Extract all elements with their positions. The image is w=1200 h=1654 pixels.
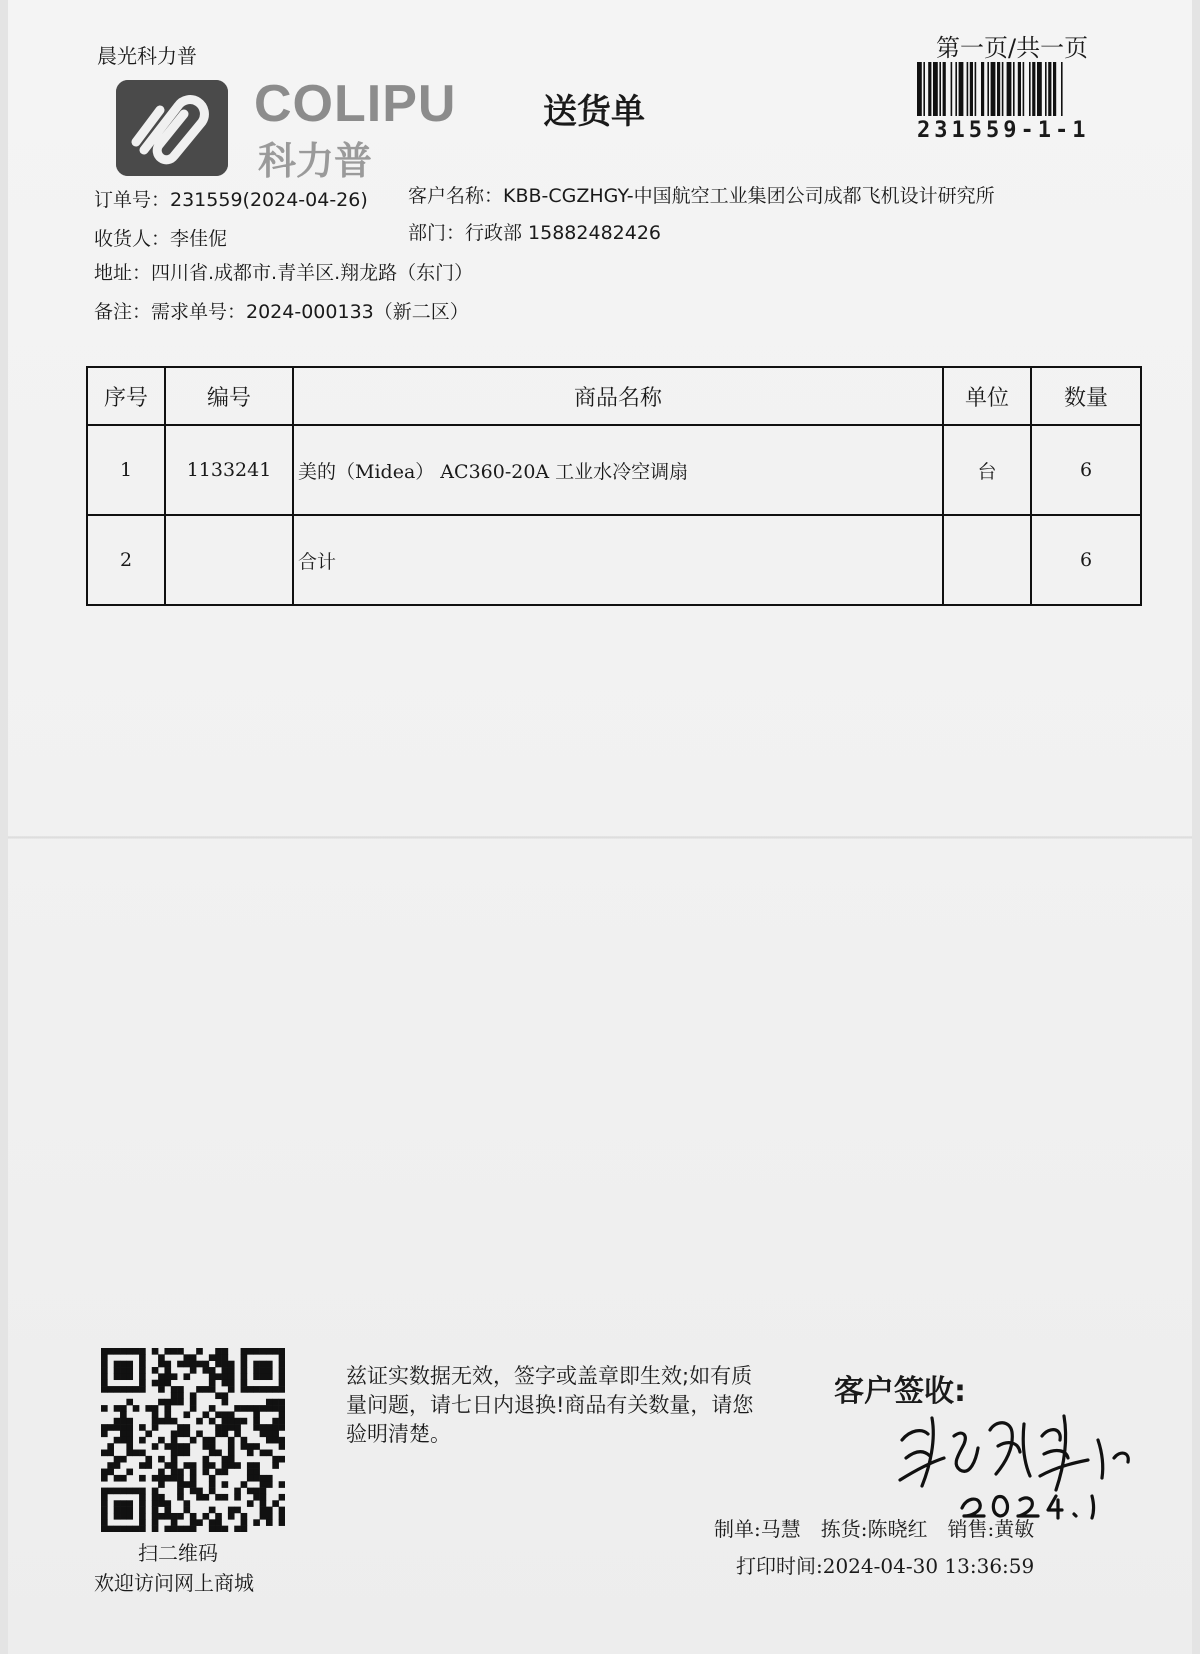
barcode-number: 231559-1-1 <box>917 118 1090 143</box>
colipu-logo-icon <box>116 80 228 176</box>
barcode-icon <box>915 62 1125 116</box>
table-row <box>87 425 1141 515</box>
remark: 备注：需求单号：2024-000133（新二区） <box>94 301 469 323</box>
cell-product-name: 合计 <box>293 515 943 605</box>
qr-caption: 扫二维码 <box>138 1541 218 1565</box>
staff-info: 制单:马慧 拣货:陈晓红 销售:黄敏 <box>714 1517 1035 1541</box>
brand-name-chinese: 科力普 <box>258 139 373 183</box>
document-title: 送货单 <box>543 92 645 132</box>
company-name: 晨光科力普 <box>97 44 197 68</box>
header-quantity: 数量 <box>1031 367 1141 425</box>
cell-seq: 2 <box>87 515 165 605</box>
items-table <box>86 366 1142 606</box>
header-product-name: 商品名称 <box>293 367 943 425</box>
header-code: 编号 <box>165 367 293 425</box>
cell-quantity: 6 <box>1031 425 1141 515</box>
handwritten-signature-icon <box>892 1400 1142 1520</box>
paper-fold-line <box>8 836 1192 839</box>
delivery-address: 地址：四川省.成都市.青羊区.翔龙路（东门） <box>94 262 474 284</box>
header-seq: 序号 <box>87 367 165 425</box>
table-row <box>87 515 1141 605</box>
print-time: 打印时间:2024-04-30 13:36:59 <box>736 1554 1035 1578</box>
order-number: 订单号：231559(2024-04-26) <box>94 189 368 211</box>
table-header-row <box>87 367 1141 425</box>
cell-code <box>165 515 293 605</box>
customer-name: 客户名称：KBB-CGZHGY-中国航空工业集团公司成都飞机设计研究所 <box>408 185 995 207</box>
cell-unit <box>943 515 1031 605</box>
department: 部门：行政部 15882482426 <box>408 222 662 244</box>
brand-name-english: COLIPU <box>254 75 457 133</box>
header-unit: 单位 <box>943 367 1031 425</box>
cell-code: 1133241 <box>165 425 293 515</box>
cell-quantity: 6 <box>1031 515 1141 605</box>
cell-unit: 台 <box>943 425 1031 515</box>
signature-label: 客户签收: <box>834 1374 966 1409</box>
qr-caption-mall: 欢迎访问网上商城 <box>94 1571 254 1595</box>
notice-text: 兹证实数据无效，签字或盖章即生效;如有质量问题，请七日内退换!商品有关数量，请您验明清楚。 <box>346 1364 754 1446</box>
qr-code-icon <box>101 1348 285 1532</box>
receiver-name: 收货人：李佳伲 <box>94 228 228 250</box>
page-indicator: 第一页/共一页 <box>936 34 1089 62</box>
cell-product-name: 美的（Midea） AC360-20A 工业水冷空调扇 <box>293 425 943 515</box>
cell-seq: 1 <box>87 425 165 515</box>
